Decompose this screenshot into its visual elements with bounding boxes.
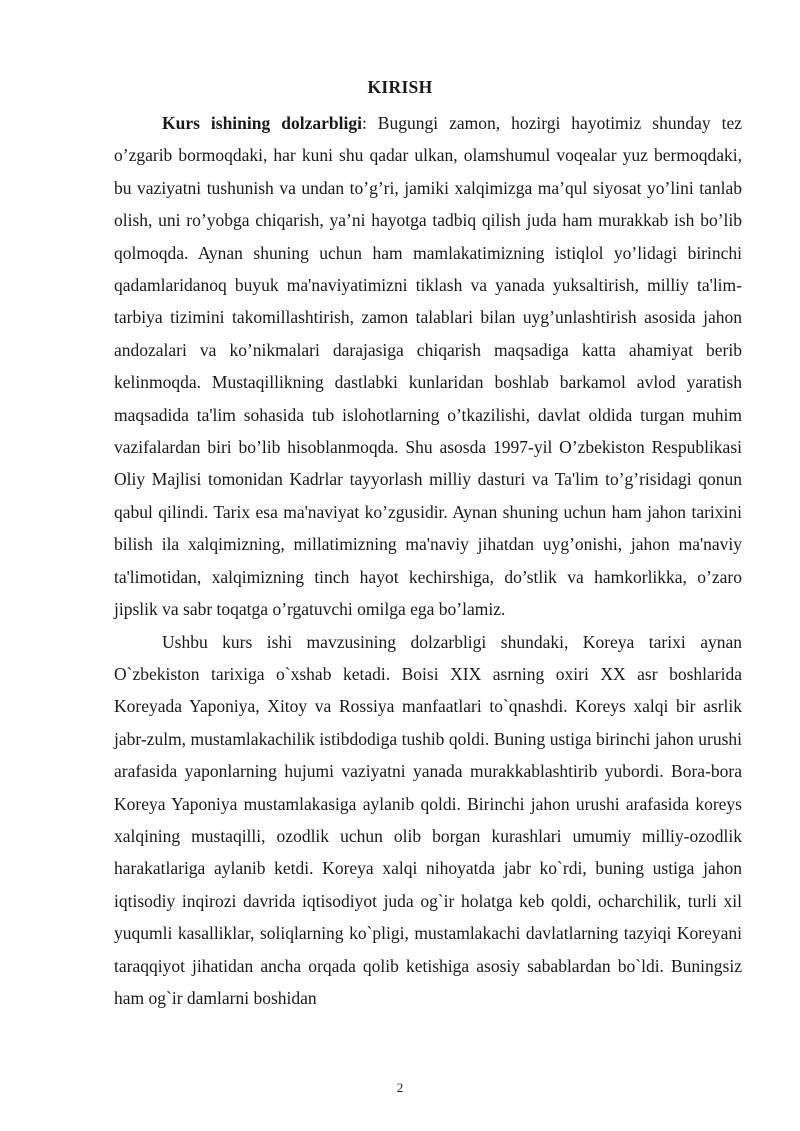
page-number: 2	[396, 1080, 404, 1095]
lead-colon: :	[361, 113, 367, 133]
paragraph-relevance-text: Bugungi zamon, hozirgi hayotimiz shunday tez o’zgarib bormoqdaki, har kuni shu qadar ulkan, olamshumul voqealar yuz bermoqdaki, bu vaziyatni tushunish va undan to’g’ri, jamiki xalqimizga ma’qul siyosat yo’lini tanlab olish, uni ro’yobga chiqarish, ya’ni hayotga tadbiq qilish juda ham murakkab ish bo’lib qolmoqda. Aynan shuning uchun ham mamlakatimizning istiqlol yo’lidagi birinchi qadamlaridanoq buyuk ma'naviyatimizni tiklash va yanada yuksaltirish, milliy ta'lim-tarbiya tizimini takomillashtirish, zamon talablari bilan uyg’unlashtirish asosida jahon andozalari va ko’nikmalari darajasiga chiqarish maqsadiga katta ahamiyat berib kelinmoqda. Mustaqillikning dastlabki kunlaridan boshlab barkamol avlod yaratish maqsadida ta'lim sohasida tub islohotlarning o’tkazilishi, davlat oldida turgan muhim vazifalardan biri bo’lib hisoblanmoqda. Shu asosda 1997-yil O’zbekiston Respublikasi Oliy Majlisi tomonidan Kadrlar tayyorlash milliy dasturi va Ta'lim to’g’risidagi qonun qabul qilindi. Tarix esa ma'naviyat ko’zgusidir. Aynan shuning uchun ham jahon tarixini bilish ila xalqimizning, millatimizning ma'naviy jihatdan uyg’onishi, jahon ma'naviy ta'limotidan, xalqimizning tinch hayot kechirshiga, do’stlik va hamkorlikka, o’zaro jipslik va sabr toqatga o’rgatuvchi omilga ega bo’lamiz.	[114, 113, 742, 620]
body-text	[114, 107, 742, 1014]
paragraph-relevance	[114, 107, 742, 626]
section-heading: KIRISH	[367, 77, 433, 97]
paragraph-topic-relevance: Ushbu kurs ishi mavzusining dolzarbligi shundaki, Koreya tarixi aynan O`zbekiston tarixiga o`xshab ketadi. Boisi XIX asrning oxiri XX asr boshlarida Koreyada Yaponiya, Xitoy va Rossiya manfaatlari to`qnashdi. Koreys xalqi bir asrlik jabr-zulm, mustamlakachilik istibdodiga tushib qoldi. Buning ustiga birinchi jahon urushi arafasida yaponlarning hujumi vaziyatni yanada murakkablashtirib yubordi. Bora-bora Koreya Yaponiya mustamlakasiga aylanib qoldi. Birinchi jahon urushi arafasida koreys xalqining mustaqilli, ozodlik uchun olib borgan kurashlari umumiy milliy-ozodlik harakatlariga aylanib ketdi. Koreya xalqi nihoyatda jabr ko`rdi, buning ustiga jahon iqtisodiy inqirozi davrida iqtisodiyot juda og`ir holatga keb qoldi, ocharchilik, turli xil yuqumli kasalliklar, soliqlarning ko`pligi, mustamlakachi davlatlarning tazyiqi Koreyani taraqqiyot jihatidan ancha orqada qolib ketishiga asosiy sabablardan bo`ldi. Buningsiz ham og`ir damlarni boshidan	[114, 631, 742, 1008]
paragraph-lead-term: Kurs ishining dolzarbligi	[162, 113, 362, 133]
